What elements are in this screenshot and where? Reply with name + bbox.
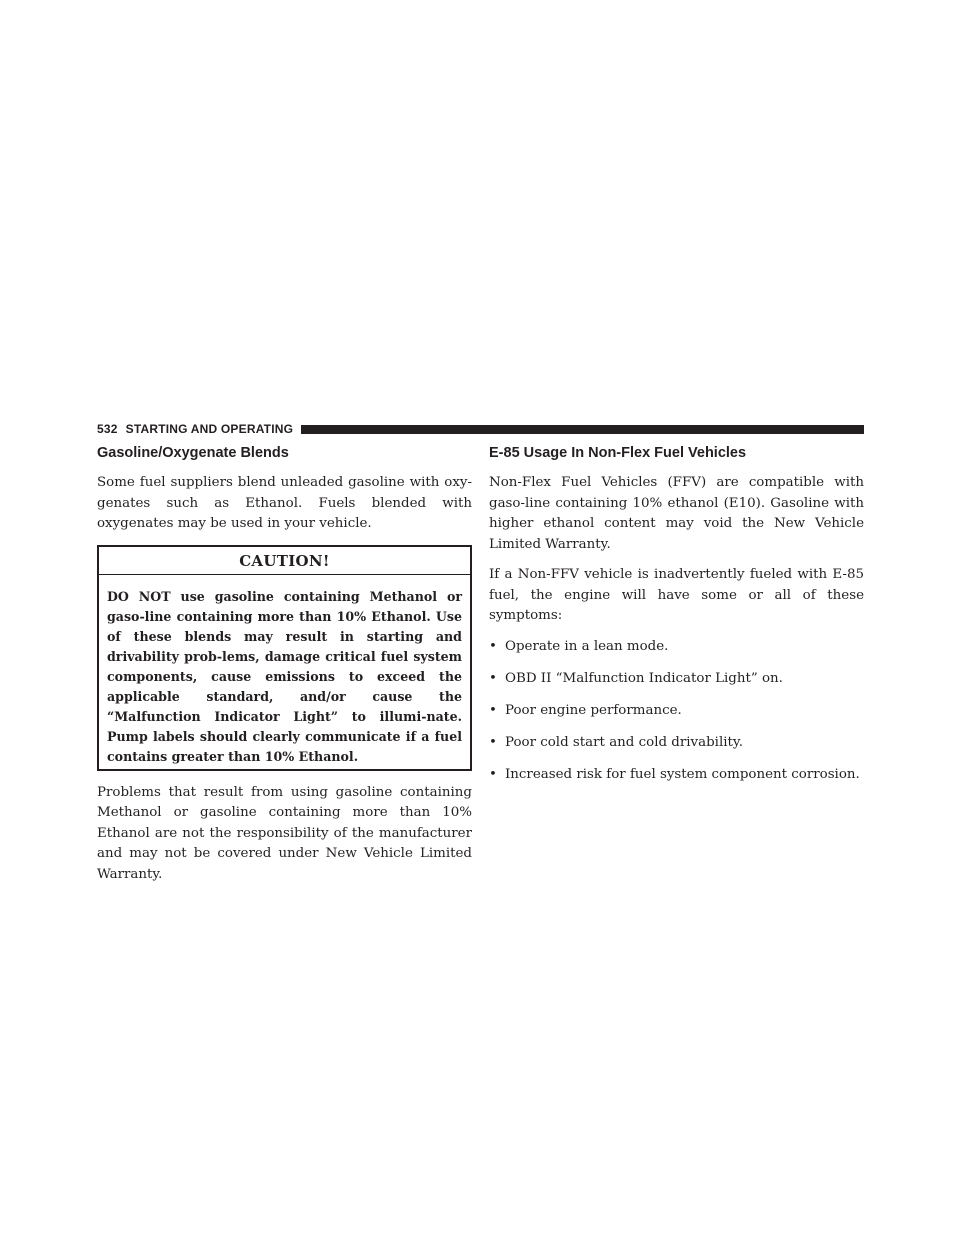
- left-column: [97, 444, 472, 895]
- list-item: [489, 701, 864, 721]
- list-item: [489, 765, 864, 785]
- list-item-text: Operate in a lean mode.: [505, 638, 669, 654]
- list-item-text: OBD II “Malfunction Indicator Light” on.: [505, 670, 783, 686]
- list-item-text: Increased risk for fuel system component corrosion.: [505, 766, 860, 782]
- caution-text: DO NOT use gasoline containing Methanol or gaso-line containing more than 10% Ethanol. Use of these blends may result in starting and drivability prob-lems, damage critical fuel system components, cause emissions to exceed the applicable standard, and/or cause the “Malfunction Indicator Light” to illumi-nate. Pump labels should clearly communicate if a fuel contains greater than 10% Ethanol.: [107, 588, 462, 764]
- list-item: [489, 637, 864, 657]
- ffv-paragraph: Non-Flex Fuel Vehicles (FFV) are compatible with gaso-line containing 10% ethanol (E10). Gasoline with higher ethanol content may void the New Vehicle Limited Warranty.: [489, 475, 864, 552]
- list-item: [489, 733, 864, 753]
- page-number: 532: [97, 422, 118, 436]
- list-item-text: Poor cold start and cold drivability.: [505, 734, 743, 750]
- caution-box: [97, 545, 472, 771]
- heading-gasoline-oxygenate: Gasoline/Oxygenate Blends: [97, 445, 289, 461]
- heading-e85-usage: E-85 Usage In Non-Flex Fuel Vehicles: [489, 445, 747, 461]
- section-title: STARTING AND OPERATING: [125, 422, 294, 436]
- intro-paragraph: Some fuel suppliers blend unleaded gasoline with oxy-genates such as Ethanol. Fuels blended with oxygenates may be used in your vehicle.: [97, 475, 472, 531]
- bullet-glyph: •: [489, 702, 497, 718]
- right-column: [489, 444, 864, 797]
- symptoms-intro: If a Non-FFV vehicle is inadvertently fueled with E-85 fuel, the engine will have some or all of these symptoms:: [489, 567, 864, 623]
- symptoms-list: [489, 637, 864, 785]
- closing-paragraph: Problems that result from using gasoline containing Methanol or gasoline containing more than 10% Ethanol are not the responsibility of the manufacturer and may not be covered under New Vehicle Limited Warranty.: [97, 784, 472, 882]
- bullet-glyph: •: [489, 766, 497, 782]
- bullet-glyph: •: [489, 734, 497, 750]
- caution-title: CAUTION!: [99, 547, 470, 575]
- bullet-glyph: •: [489, 638, 497, 654]
- header-rule: [301, 425, 864, 434]
- bullet-glyph: •: [489, 670, 497, 686]
- page-header: [97, 422, 864, 436]
- list-item: [489, 669, 864, 689]
- list-item-text: Poor engine performance.: [505, 702, 682, 718]
